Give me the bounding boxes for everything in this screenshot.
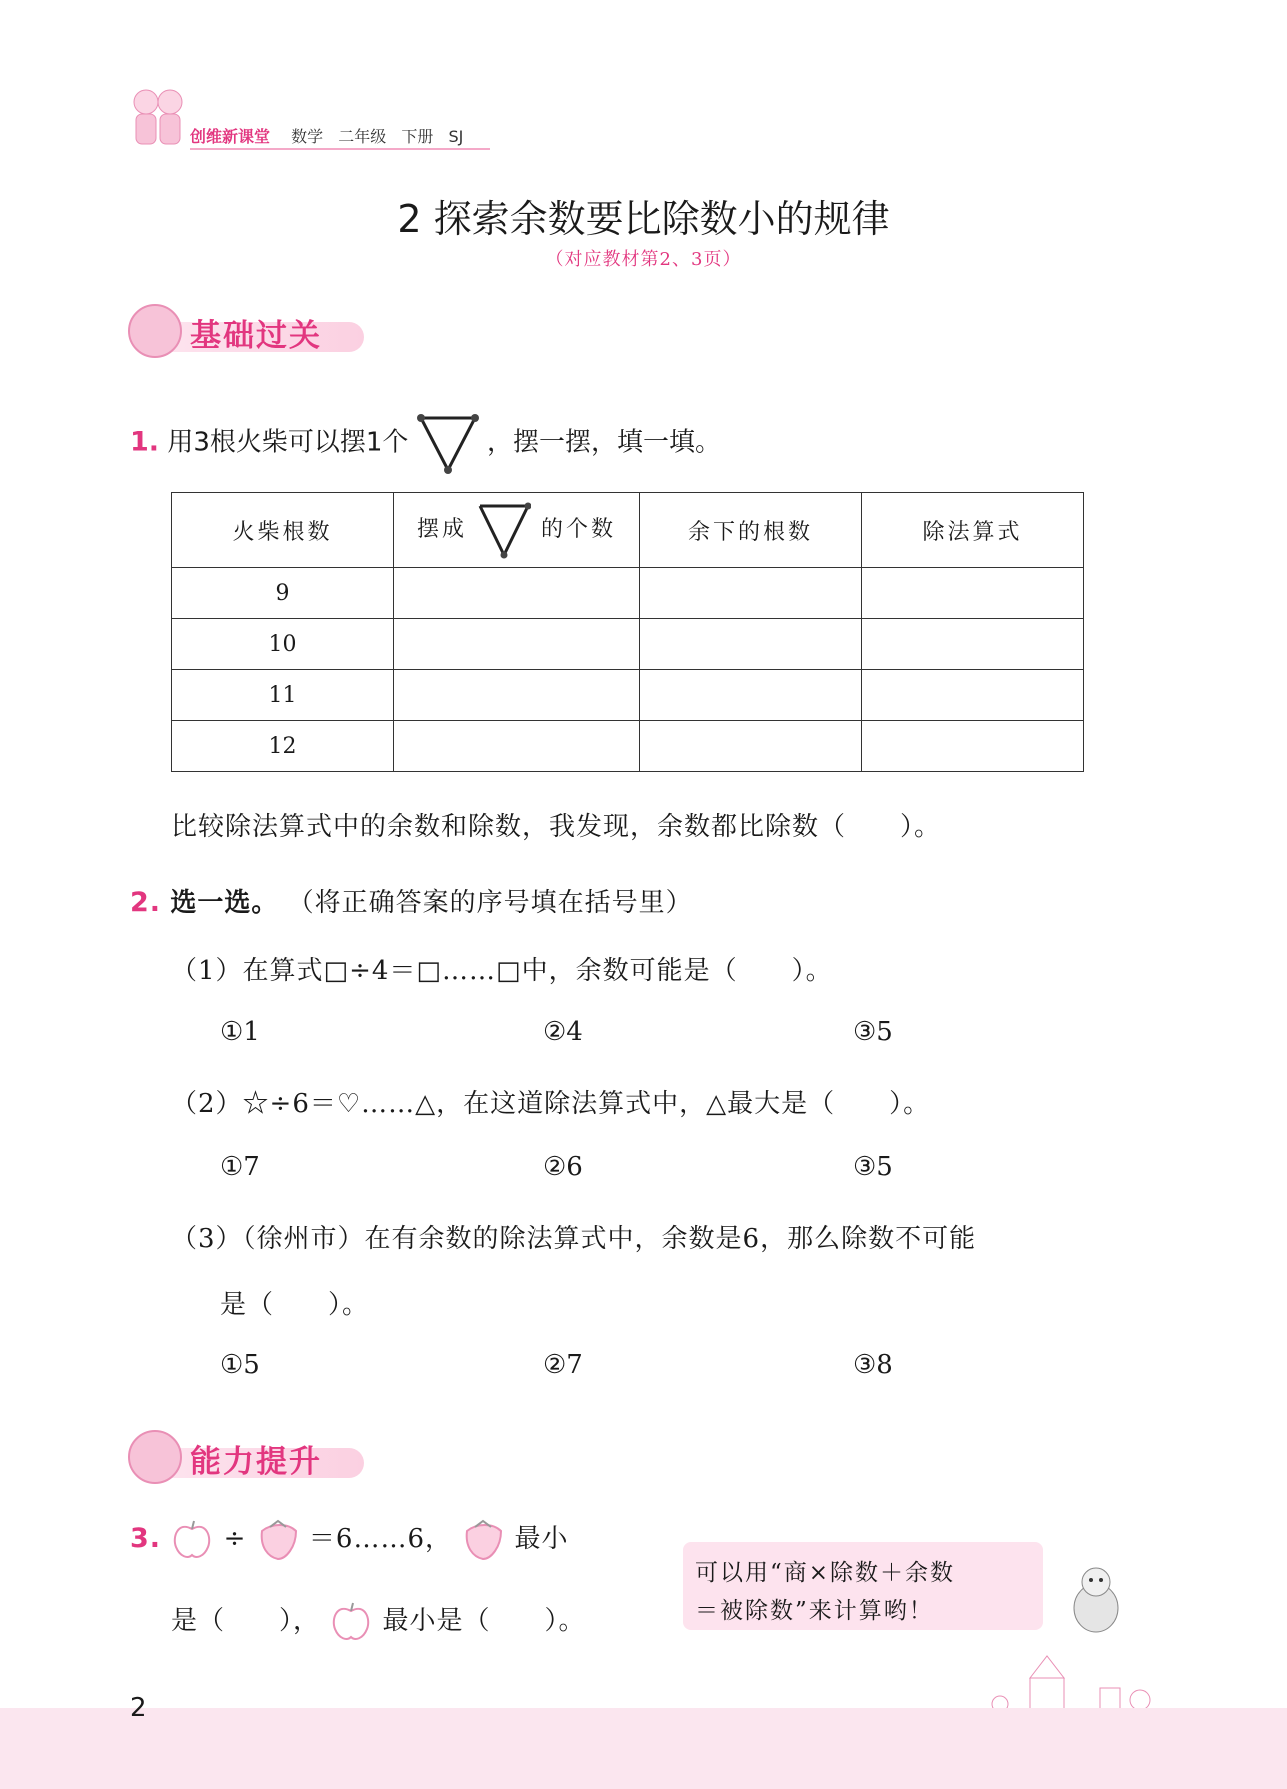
matchstick-table xyxy=(171,492,1084,772)
question-number: 1. xyxy=(130,426,160,458)
subject: 数学 xyxy=(291,127,324,146)
col-header-triangles xyxy=(394,493,640,568)
hint-line: ＝被除数”来计算哟！ xyxy=(695,1598,934,1624)
option[interactable]: ①1 xyxy=(220,1017,260,1047)
question-text-2: ，摆一摆，填一填。 xyxy=(486,427,721,458)
answer-cell[interactable] xyxy=(640,670,862,721)
section-banner-advanced xyxy=(128,1430,368,1484)
q1-conclusion: 比较除法算式中的余数和除数，我发现，余数都比除数（ ）。 xyxy=(171,812,942,842)
strawberry-icon xyxy=(461,1519,505,1561)
q2-part3-stem-2: 是（ ）。 xyxy=(220,1290,370,1320)
option[interactable]: ③8 xyxy=(853,1350,893,1380)
q2-part2-stem: （2）☆÷6＝♡……△，在这道除法算式中，△最大是（ ）。 xyxy=(171,1089,931,1119)
section-label: 基础过关 xyxy=(190,318,322,354)
apple-icon xyxy=(170,1519,214,1561)
answer-cell[interactable] xyxy=(394,721,640,772)
question-text: 最小是（ ）。 xyxy=(382,1606,586,1636)
col-header-suffix: 的个数 xyxy=(541,517,617,542)
question-1 xyxy=(130,412,721,474)
page-subtitle: （对应教材第2、3页） xyxy=(545,249,742,270)
q2-part1-stem: （1）在算式□÷4＝□……□中，余数可能是（ ）。 xyxy=(171,956,833,986)
apple-icon xyxy=(329,1601,373,1643)
question-3-line2 xyxy=(171,1600,586,1643)
section-banner-basic xyxy=(128,304,368,358)
question-number: 3. xyxy=(130,1523,162,1554)
cell-matches: 12 xyxy=(172,721,394,772)
col-header-matches: 火柴根数 xyxy=(172,493,394,568)
q2-part3-stem: （3）（徐州市）在有余数的除法算式中，余数是6，那么除数不可能 xyxy=(171,1224,977,1254)
page-footer-band xyxy=(0,1708,1287,1789)
col-header-remainder: 余下的根数 xyxy=(640,493,862,568)
question-text: 用3根火柴可以摆1个 xyxy=(167,427,409,458)
option[interactable]: ①5 xyxy=(220,1350,260,1380)
cell-matches: 9 xyxy=(172,568,394,619)
hint-line: 可以用“商×除数＋余数 xyxy=(695,1560,956,1586)
answer-cell[interactable] xyxy=(394,619,640,670)
header xyxy=(190,124,473,147)
cell-matches: 11 xyxy=(172,670,394,721)
answer-cell[interactable] xyxy=(640,721,862,772)
page-number: 2 xyxy=(130,1693,147,1723)
answer-cell[interactable] xyxy=(394,670,640,721)
table-header xyxy=(172,493,1084,568)
question-number: 2. xyxy=(130,887,162,918)
option[interactable]: ②7 xyxy=(543,1350,583,1380)
page-title: 2 探索余数要比除数小的规律 xyxy=(397,197,890,241)
question-text: 最小 xyxy=(514,1524,569,1554)
table-row xyxy=(172,721,1084,772)
equation-result: ＝6……6， xyxy=(308,1524,452,1554)
answer-cell[interactable] xyxy=(862,721,1084,772)
mascot-illustration xyxy=(1056,1560,1136,1640)
hint-bubble xyxy=(683,1542,1043,1630)
question-3-line1 xyxy=(130,1518,569,1561)
table-row xyxy=(172,619,1084,670)
option[interactable]: ②4 xyxy=(543,1017,583,1047)
cell-matches: 10 xyxy=(172,619,394,670)
edition: SJ xyxy=(448,127,464,146)
mascot-icon xyxy=(128,304,182,358)
question-text: 是（ ）， xyxy=(171,1606,321,1636)
question-title: 选一选。 xyxy=(170,888,279,918)
answer-cell[interactable] xyxy=(862,568,1084,619)
grade: 二年级 xyxy=(338,127,387,146)
matchstick-triangle-icon xyxy=(477,501,531,559)
brand-name: 创维新课堂 xyxy=(190,127,271,146)
section-label: 能力提升 xyxy=(190,1444,322,1480)
option[interactable]: ③5 xyxy=(853,1152,893,1182)
matchstick-triangle-icon xyxy=(417,412,479,474)
answer-cell[interactable] xyxy=(394,568,640,619)
kids-illustration xyxy=(126,86,192,156)
col-header-prefix: 摆成 xyxy=(416,517,467,542)
answer-cell[interactable] xyxy=(862,619,1084,670)
table-row xyxy=(172,670,1084,721)
answer-cell[interactable] xyxy=(640,619,862,670)
option[interactable]: ②6 xyxy=(543,1152,583,1182)
term: 下册 xyxy=(401,127,434,146)
option[interactable]: ③5 xyxy=(853,1017,893,1047)
table-row xyxy=(172,568,1084,619)
question-note: （将正确答案的序号填在括号里） xyxy=(287,888,693,918)
answer-cell[interactable] xyxy=(640,568,862,619)
answer-cell[interactable] xyxy=(862,670,1084,721)
header-underline xyxy=(190,148,490,150)
mascot-icon xyxy=(128,1430,182,1484)
strawberry-icon xyxy=(256,1519,300,1561)
question-2-heading xyxy=(130,882,693,919)
option[interactable]: ①7 xyxy=(220,1152,260,1182)
col-header-division: 除法算式 xyxy=(862,493,1084,568)
divide-sign: ÷ xyxy=(223,1524,247,1554)
